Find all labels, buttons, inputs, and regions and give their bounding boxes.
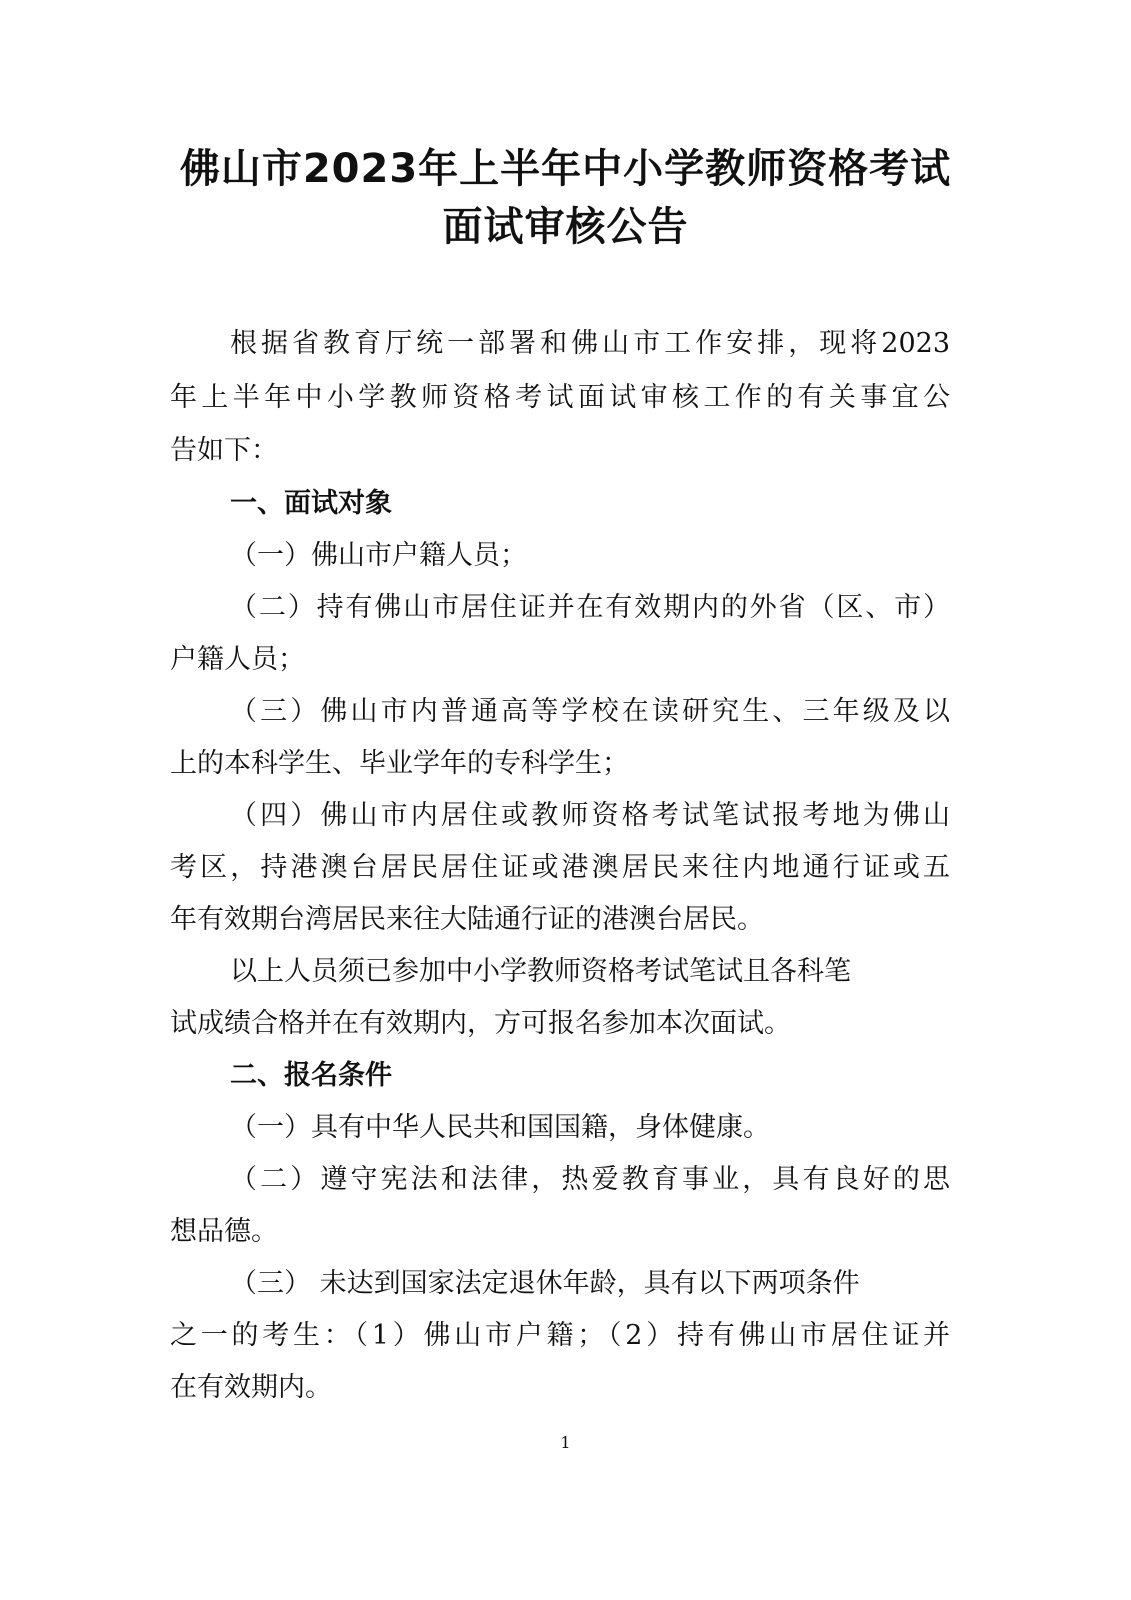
intro-line-3: 告如下： bbox=[170, 435, 278, 466]
section-2-item-1: （一）具有中华人民共和国国籍，身体健康。 bbox=[230, 1112, 770, 1143]
section-2-item-3-line-1: （三） 未达到国家法定退休年龄，具有以下两项条件 bbox=[230, 1268, 860, 1299]
section-1-item-1: （一）佛山市户籍人员； bbox=[230, 540, 527, 571]
section-2-item-2-line-2: 想品德。 bbox=[170, 1216, 278, 1247]
section-1-item-3-line-1: （三）佛山市内普通高等学校在读研究生、三年级及以 bbox=[230, 696, 950, 727]
section-1-item-4-line-3: 年有效期台湾居民来往大陆通行证的港澳台居民。 bbox=[170, 904, 764, 935]
section-2-heading: 二、报名条件 bbox=[230, 1060, 392, 1091]
document-title-line-2: 面试审核公告 bbox=[442, 204, 689, 250]
section-1-note-line-1: 以上人员须已参加中小学教师资格考试笔试且各科笔 bbox=[230, 956, 851, 987]
section-1-item-4-line-2: 考区，持港澳台居民居住证或港澳居民来往内地通行证或五 bbox=[170, 852, 950, 883]
section-1-item-2-line-1: （二）持有佛山市居住证并在有效期内的外省（区、市） bbox=[230, 592, 950, 623]
section-1-item-3-line-2: 上的本科学生、毕业学年的专科学生； bbox=[170, 748, 629, 779]
section-1-item-2-line-2: 户籍人员； bbox=[170, 644, 305, 675]
section-2-item-3-line-2: 之一的考生：（1）佛山市户籍；（2）持有佛山市居住证并 bbox=[170, 1320, 950, 1351]
intro-line-1: 根据省教育厅统一部署和佛山市工作安排，现将2023 bbox=[230, 328, 950, 359]
document-title-line-1: 佛山市2023年上半年中小学教师资格考试 bbox=[179, 146, 952, 192]
section-1-heading: 一、面试对象 bbox=[230, 488, 392, 519]
section-2-item-2-line-1: （二）遵守宪法和法律，热爱教育事业，具有良好的思 bbox=[230, 1164, 950, 1195]
section-2-item-3-line-3: 在有效期内。 bbox=[170, 1372, 332, 1403]
section-1-note-line-2: 试成绩合格并在有效期内，方可报名参加本次面试。 bbox=[170, 1008, 791, 1039]
section-1-item-4-line-1: （四）佛山市内居住或教师资格考试笔试报考地为佛山 bbox=[230, 800, 950, 831]
intro-line-2: 年上半年中小学教师资格考试面试审核工作的有关事宜公 bbox=[170, 382, 950, 413]
page-number: 1 bbox=[560, 1433, 571, 1452]
